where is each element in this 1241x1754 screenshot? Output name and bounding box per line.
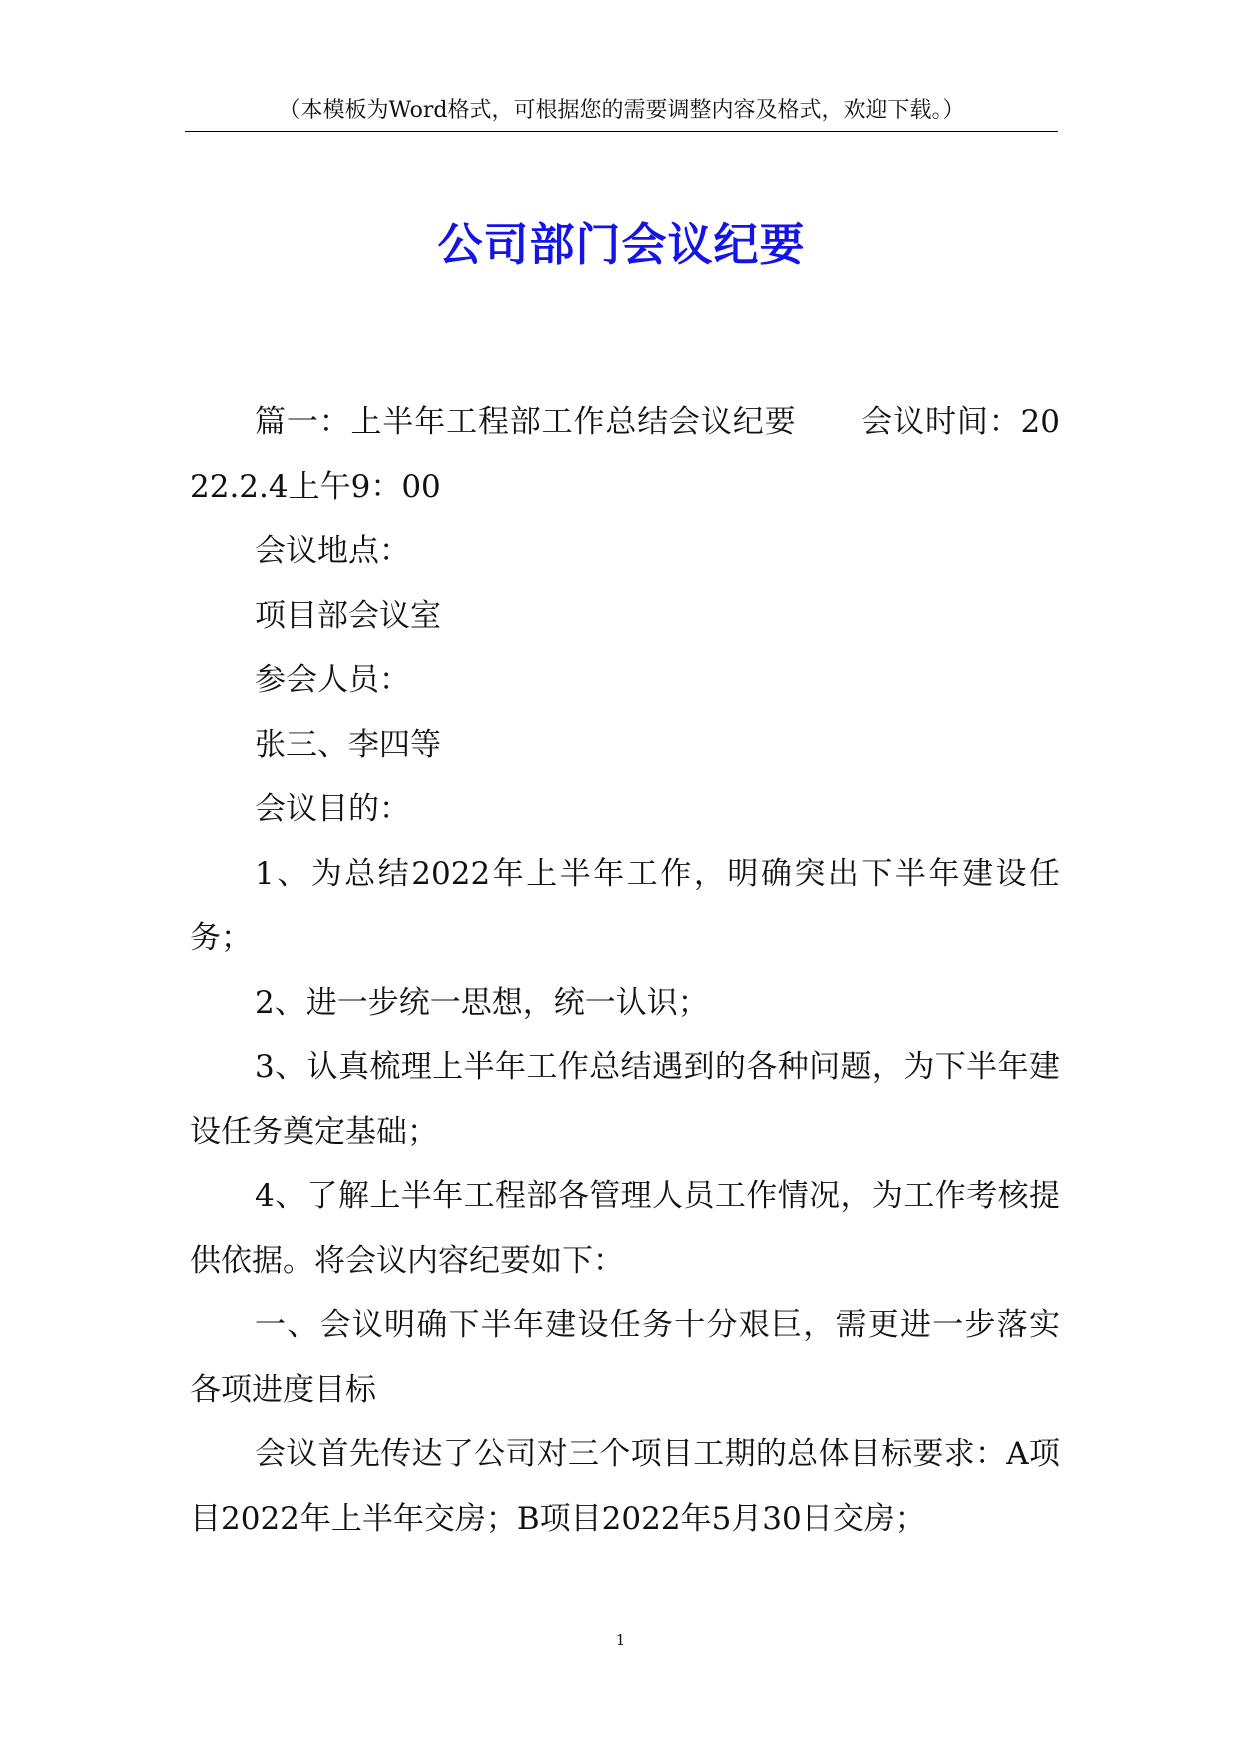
paragraph: 3、认真梳理上半年工作总结遇到的各种问题，为下半年建设任务奠定基础；	[190, 1049, 1060, 1150]
document-body	[190, 390, 1060, 1551]
paragraph: 参会人员：	[255, 662, 410, 698]
document-title: 公司部门会议纪要	[437, 218, 806, 271]
meeting-time: 会议时间：2022.2.4上午9：00	[190, 404, 1060, 505]
paragraph: 会议首先传达了公司对三个项目工期的总体目标要求：A项目2022年上半年交房；B项目2022年5月30日交房；	[190, 1436, 1060, 1537]
paragraph: 会议目的：	[255, 791, 410, 827]
paragraph: 张三、李四等	[255, 726, 441, 763]
paragraph	[190, 390, 1060, 519]
paragraph: 项目部会议室	[255, 597, 441, 634]
paragraph: 2、进一步统一思想，统一认识；	[255, 984, 709, 1021]
header-divider	[185, 131, 1058, 132]
template-note: （本模板为Word格式，可根据您的需要调整内容及格式，欢迎下载。）	[278, 98, 965, 123]
page-number: 1	[615, 1631, 626, 1649]
paragraph: 4、了解上半年工程部各管理人员工作情况，为工作考核提供依据。将会议内容纪要如下：	[190, 1178, 1060, 1279]
paragraph: 一、会议明确下半年建设任务十分艰巨，需更进一步落实各项进度目标	[190, 1307, 1060, 1408]
paragraph: 会议地点：	[255, 533, 410, 569]
paragraph: 1、为总结2022年上半年工作，明确突出下半年建设任务；	[190, 855, 1060, 956]
section-heading: 篇一：上半年工程部工作总结会议纪要	[255, 404, 797, 440]
